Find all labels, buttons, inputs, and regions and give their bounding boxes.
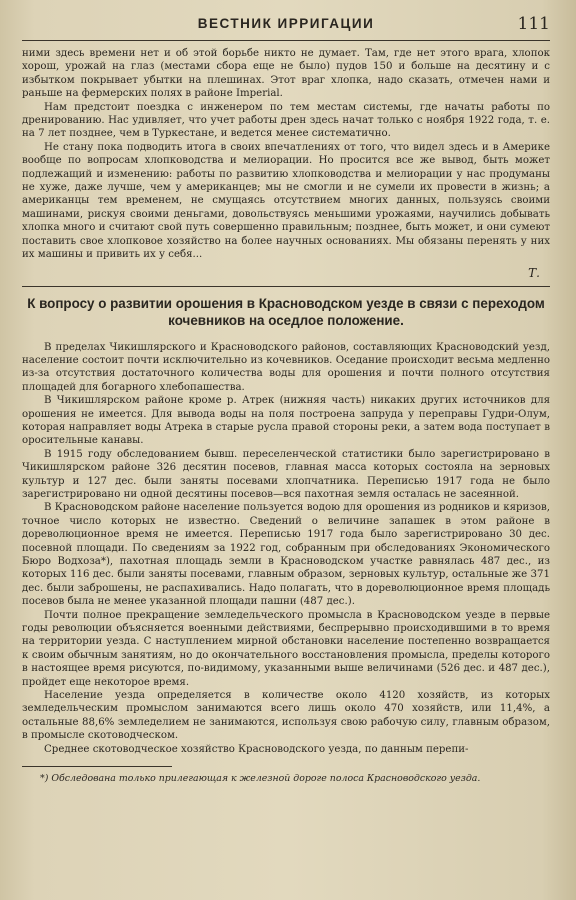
paragraph: В Чикишлярском районе кроме р. Атрек (нижняя часть) никаких других источников для орошения не имеется. Для вывода воды на поля построена запруда у переправы Гудри-Олум, которая направляет воды Атрека в старые русла правой стороны реки, а затем вода поступает в оросительные канавы. [22,395,550,447]
paragraph: Не стану пока подводить итога в своих впечатлениях от того, что видел здесь и в Америке вообще по вопросам хлопководства и мелиорации. Но просится все же вывод, быть может подлежащий и изменению: работы по развитию хлопководства и мелиорации у нас продуманы не хуже, даже лучше, чем у американцев; мы не смогли и не сумели их провести в жизнь; а американцы тем временем, не смущаясь отсутствием многих данных, пользуясь своими машинами, рискуя своими деньгами, довольствуясь меньшими урожаями, научились добывать хлопка много и считают свой путь совершенно правильным; позднее, быть может, и они сумеют поставить свое хлопковое хозяйство на более научных основаниях. Мы обязаны перенять у них их машины и привить их у себя... [22,141,550,261]
article-section [22,295,550,786]
paragraph: Среднее скотоводческое хозяйство Красноводского уезда, по данным перепи- [44,743,469,755]
journal-title: ВЕСТНИК ИРРИГАЦИИ [197,16,375,31]
running-header [22,14,550,41]
footnote-rule [22,766,172,767]
paragraph: В Красноводском районе население пользуется водою для орошения из родников и кяризов, точное число которых не известно. Сведений о величине запашек в этом районе в дореволюционное время не имеется. Переписью 1917 года было зарегистрировано 30 дес. посевной площади. По сведениям за 1922 год, собранным при обследованиях Экономического Бюро Водхоза*), пахотная площадь земли в Красноводском участке равнялась 487 дес., из которых 116 дес. были заняты посевами, главным образом, зерновых культур, остальные же 371 дес. были заброшены, не распахивались. Надо полагать, что в дореволюционное время площадь посевов была не менее указанной площади пашни (487 дес.). [22,502,550,608]
paragraph: В пределах Чикишлярского и Красноводского районов, составляющих Красноводский уезд, население состоит почти исключительно из кочевников. Оседание происходит весьма медленно из-за отсутствия достаточного количества воды для орошения и почти полного отсутствия площадей для богарного хлебопашества. [22,341,550,393]
article-title: К вопросу о развитии орошения в Красноводском уезде в связи с переходом кочевников на оседлое положение. [27,295,545,328]
paragraph: ними здесь времени нет и об этой борьбе никто не думает. Там, где нет этого врага, хлопок хорош, урожай на глаз (местами сбора еще не было) пудов 150 и больше на десятину и с избытком покрывает убытки на плешинах. Этот враг хлопка, надо сказать, отмечен нами и раньше на фермерских полях в районе Imperial. [22,48,550,100]
page-number: 111 [517,14,550,34]
paragraph: Почти полное прекращение земледельческого промысла в Красноводском уезде в первые годы революции объясняется военными действиями, беспрерывно происходившими в то время на территории уезда. С наступлением мирной обстановки население постепенно возвращается к своим обычным занятиям, но до окончательного восстановления промысла, пределы которого в настоящее время рисуются, по-видимому, указанными выше величинами (526 дес. и 487 дес.), пройдет еще некоторое время. [22,609,550,688]
paragraph: В 1915 году обследованием бывш. переселенческой статистики было зарегистрировано в Чикишлярском районе 326 десятин посевов, главная масса которых состояла на зерновых культур и 127 дес. были заняты посевами хлопчатника. Переписью 1917 года не было зарегистрировано ни одной десятины посевов—вся пахотная земля осталась не засеянной. [22,448,550,500]
paragraph: Население уезда определяется в количестве около 4120 хозяйств, из которых земледельческим промыслом занимаются всего лишь около 470 хозяйств, или 11,4%, а остальные 88,6% земледелием не занимаются, используя свою рабочую силу, главным образом, в промысле скотоводческом. [22,690,550,742]
paragraph: Нам предстоит поездка с инженером по тем местам системы, где начаты работы по дренированию. Нас удивляет, что учет работы дрен здесь начат только с ноября 1922 года, т. е. на 7 лет позднее, чем в Туркестане, и ведется менее систематично. [22,101,550,140]
intro-section [22,47,550,280]
author-signature: Т. [528,265,540,280]
footnote: *) Обследована только прилегающая к железной дороге полоса Красноводского уезда. [40,773,481,785]
section-divider [22,286,550,287]
